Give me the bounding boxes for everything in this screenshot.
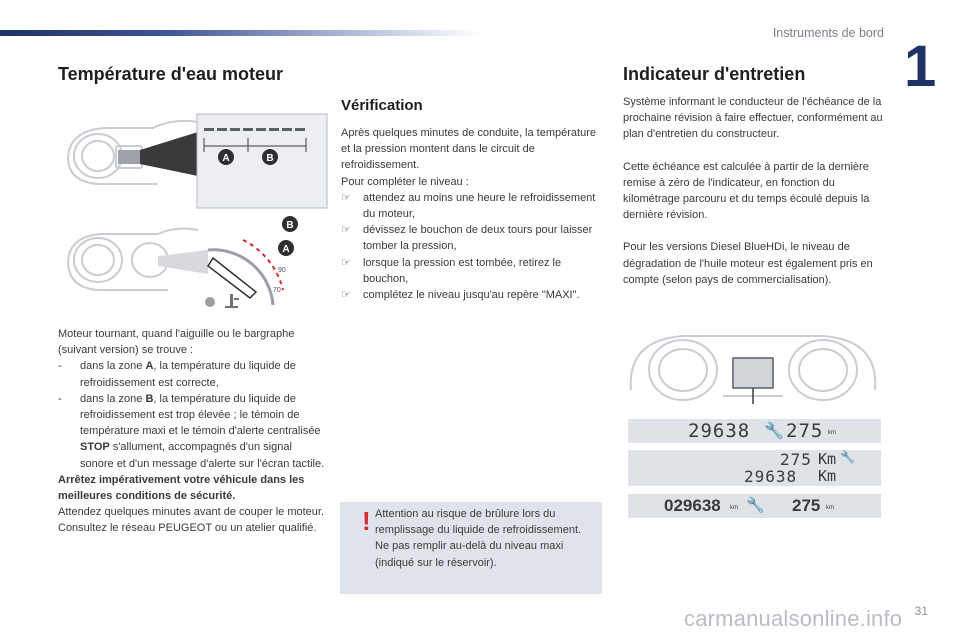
gauge-b-label: B [286,220,294,231]
gauge-a-label: A [282,244,290,255]
verification-lead: Pour compléter le niveau : [341,175,469,188]
bullet-icon: ☞ [341,191,351,204]
coolant-temperature-icon [225,294,239,308]
page-title-maintenance: Indicateur d'entretien [623,64,806,84]
verification-title: Vérification [341,97,423,114]
verification-steps [341,190,606,303]
stop-vehicle-warning: Arrêtez impérativement votre véhicule dans les meilleures conditions de sécurité. [58,473,305,503]
display-remaining-distance: 275 [786,420,824,442]
list-item [341,287,606,303]
chapter-number: 1 [904,34,937,99]
display-unit: km [828,430,836,436]
list-item [58,391,328,472]
needle-gauge-figure [58,210,298,320]
text-fragment: , la température du liquide de refroidissement est trop élevée ; le témoin de température maxi et le témoin d'alerte centralisée [80,392,321,438]
wrench-icon: 🔧 [840,450,855,464]
text-fragment: dans la zone [80,392,146,405]
maintenance-display-3 [628,494,881,518]
wrench-icon: 🔧 [764,423,784,440]
step-text: attendez au moins une heure le refroidissement du moteur, [363,191,596,221]
text-fragment: s'allument, accompagnés d'un signal sonore et d'un message d'alerte sur l'écran tactile. [80,441,325,470]
temperature-text [58,326,328,537]
temperature-intro: Moteur tournant, quand l'aiguille ou le bargraphe (suivant version) se trouve : [58,328,295,357]
zone-letter: B [145,392,154,405]
zoom-beam [140,132,198,176]
section-label: Instruments de bord [772,26,884,40]
instrument-screen [733,358,773,388]
display-mileage: 29638 [688,420,751,442]
zone-letter: A [145,360,154,373]
zone-a-label: A [222,153,230,164]
burn-warning-box [340,502,602,594]
instrument-panel-sketch [623,330,883,412]
burn-warning-text: Attention au risque de brûlure lors du remplissage du liquide de refroidissement. Ne pas remplir au-delà du niveau maxi (indiqué sur le réservoir). [375,508,582,569]
list-item [341,190,606,222]
gauge-pivot [205,297,215,307]
verification-intro: Après quelques minutes de conduite, la température et la pression montent dans le circuit de refroidissement. [341,127,596,172]
maintenance-text [623,94,888,304]
stop-label: STOP [80,441,110,454]
maintenance-display-2 [628,450,881,486]
bullet-icon: ☞ [341,289,351,302]
maintenance-p1: Système informant le conducteur de l'échéance de la prochaine révision à faire effectuer, conformément au plan d'entretien du constructeur. [623,96,883,141]
display-remaining-distance: 275 [792,496,821,515]
page-title-temperature: Température d'eau moteur [58,64,283,84]
display-unit: km [730,505,738,511]
step-text: complétez le niveau jusqu'au repère "MAXI". [363,289,580,302]
step-text: lorsque la pression est tombée, retirez le bouchon, [363,256,562,285]
display-remaining-distance: 275 [780,450,812,469]
bullet-icon: ☞ [341,256,351,269]
watermark: carmanualsonline.info [684,606,903,631]
bargraph-screen [118,150,140,164]
text-fragment: dans la zone [80,360,146,373]
text-fragment: , la température du liquide de refroidissement est correcte, [80,360,296,389]
maintenance-display-1 [628,419,881,443]
display-unit: km [826,505,834,511]
maintenance-p3: Pour les versions Diesel BlueHDi, le niveau de dégradation de l'huile moteur est également pris en compte (selon pays de commercialisation). [623,241,873,286]
bullet-icon: ☞ [341,224,351,237]
list-item [341,222,606,254]
list-bullet: - [58,360,62,373]
header-accent-bar [0,30,480,36]
gauge-needle [208,258,256,298]
step-text: dévissez le bouchon de deux tours pour laisser tomber la pression, [363,224,593,253]
gauge-tick-70: 70 [273,287,281,294]
wait-instruction: Attendez quelques minutes avant de couper le moteur. [58,506,325,519]
wrench-icon: 🔧 [746,497,765,514]
consult-instruction: Consultez le réseau PEUGEOT ou un atelier qualifié. [58,522,317,535]
display-mileage: 29638 [744,467,798,486]
list-item [58,358,328,390]
list-item [341,255,606,287]
display-mileage: 029638 [664,496,721,515]
zone-b-label: B [266,153,274,164]
maintenance-p2: Cette échéance est calculée à partir de la dernière remise à zéro de l'indicateur, en fonction du kilométrage parcouru et du temps écoulé depuis la dernière révision. [623,160,870,222]
display-unit: Km [818,467,837,485]
display-unit: Km [818,450,837,468]
temperature-zone-list [58,358,328,471]
verification-text [341,125,606,303]
gauge-tick-90: 90 [278,267,286,274]
list-bullet: - [58,392,62,405]
warning-icon: ! [362,506,371,536]
page-number: 31 [914,604,928,618]
